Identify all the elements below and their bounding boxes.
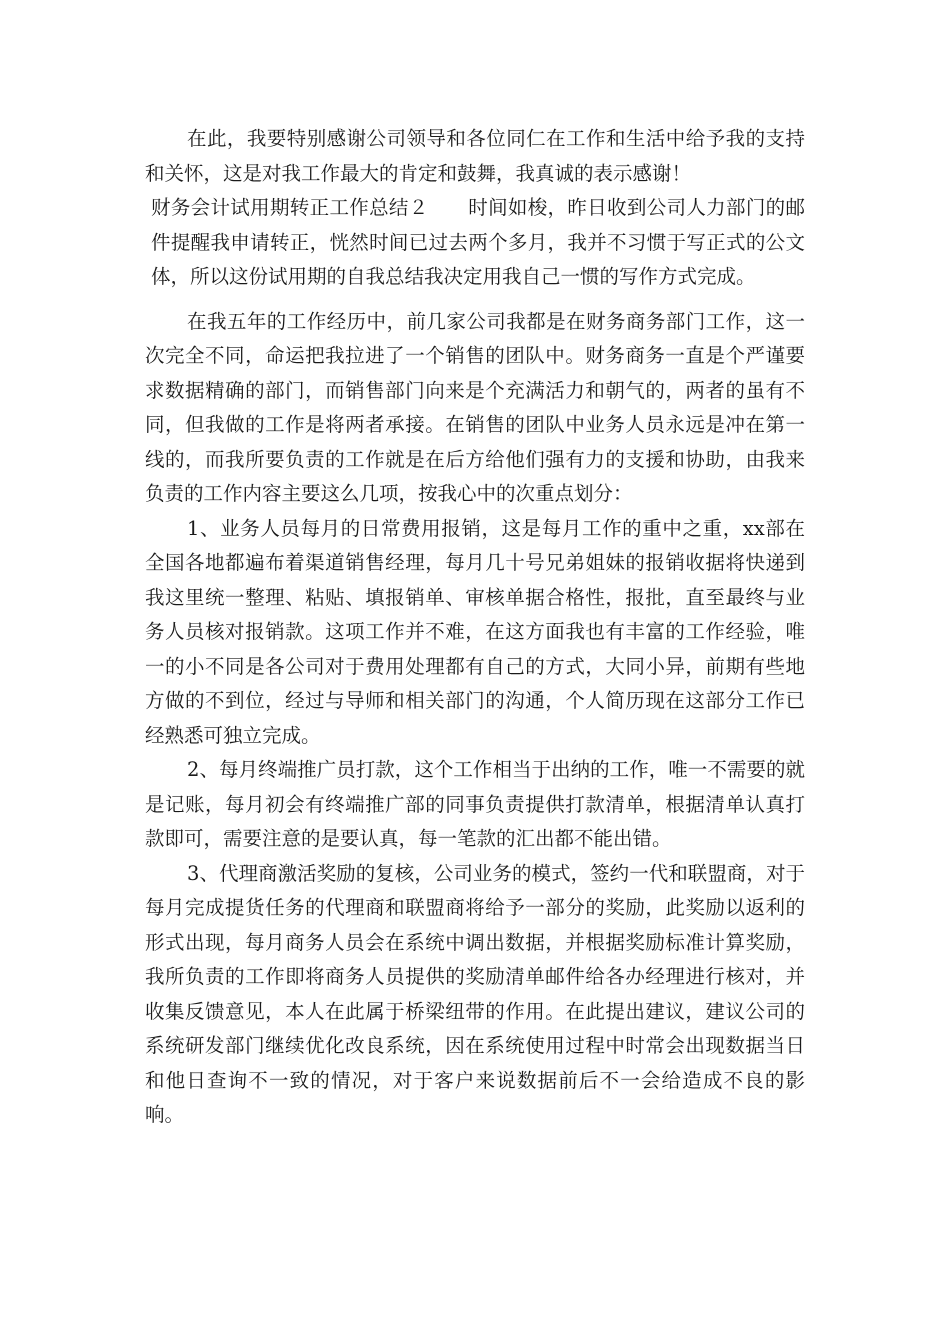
paragraph-item-1: 1、业务人员每月的日常费用报销，这是每月工作的重中之重，xx部在全国各地都遍布着渠道销售经理，每月几十号兄弟姐妹的报销收据将快递到我这里统一整理、粘贴、填报销单、审核单据合格性，报批，直至最终与业务人员核对报销款。这项工作并不难，在这方面我也有丰富的工作经验，唯一的小不同是各公司对于费用处理都有自己的方式，大同小异，前期有些地方做的不到位，经过与导师和相关部门的沟通，个人简历现在这部分工作已经熟悉可独立完成。 [145, 516, 805, 747]
paragraph-item-3: 3、代理商激活奖励的复核，公司业务的模式，签约一代和联盟商，对于每月完成提货任务的代理商和联盟商将给予一部分的奖励，此奖励以返利的形式出现，每月商务人员会在系统中调出数据，并根据奖励标准计算奖励，我所负责的工作即将商务人员提供的奖励清单邮件给各办经理进行核对，并收集反馈意见，本人在此属于桥梁纽带的作用。在此提出建议，建议公司的系统研发部门继续优化改良系统，因在系统使用过程中时常会出现数据当日和他日查询不一致的情况，对于客户来说数据前后不一会给造成不良的影响。 [145, 861, 805, 1126]
paragraph-title-intro: 财务会计试用期转正工作总结２ 时间如梭，昨日收到公司人力部门的邮件提醒我申请转正，恍然时间已过去两个多月，我并不习惯于写正式的公文体，所以这份试用期的自我总结我决定用我自己一惯的写作方式完成。 [151, 196, 805, 288]
document-body [145, 122, 805, 1133]
paragraph-item-2: 2、每月终端推广员打款，这个工作相当于出纳的工作，唯一不需要的就是记账，每月初会有终端推广部的同事负责提供打款清单，根据清单认真打款即可，需要注意的是要认真，每一笔款的汇出都不能出错。 [145, 758, 805, 850]
paragraph-thanks: 在此，我要特别感谢公司领导和各位同仁在工作和生活中给予我的支持和关怀，这是对我工作最大的肯定和鼓舞，我真诚的表示感谢！ [145, 127, 805, 185]
paragraph-experience: 在我五年的工作经历中，前几家公司我都是在财务商务部门工作，这一次完全不同，命运把我拉进了一个销售的团队中。财务商务一直是个严谨要求数据精确的部门，而销售部门向来是个充满活力和朝气的，两者的虽有不同，但我做的工作是将两者承接。在销售的团队中业务人员永远是冲在第一线的，而我所要负责的工作就是在后方给他们强有力的支援和协助，由我来负责的工作内容主要这么几项，按我心中的次重点划分： [145, 309, 805, 505]
spacer [145, 295, 805, 305]
